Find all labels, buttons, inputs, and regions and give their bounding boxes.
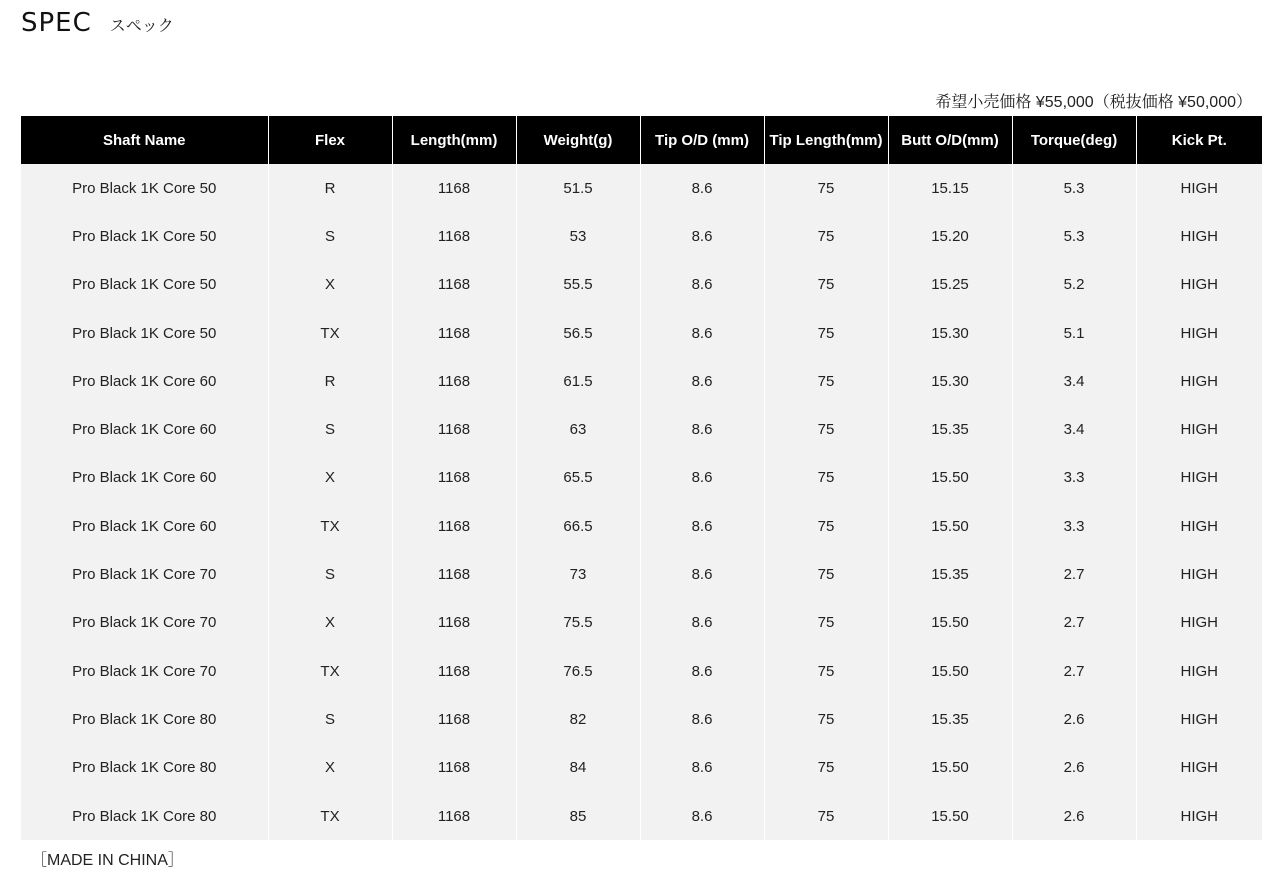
cell-tip-od: 8.6: [640, 647, 764, 695]
cell-butt-od: 15.50: [888, 744, 1012, 792]
cell-shaft-name: Pro Black 1K Core 80: [21, 695, 268, 743]
header-weight: Weight(g): [516, 116, 640, 164]
cell-weight: 55.5: [516, 261, 640, 309]
header-tip-od: Tip O/D (mm): [640, 116, 764, 164]
cell-torque: 2.6: [1012, 792, 1136, 840]
cell-butt-od: 15.30: [888, 309, 1012, 357]
table-row: [21, 599, 1262, 647]
cell-flex: X: [268, 454, 392, 502]
cell-butt-od: 15.50: [888, 647, 1012, 695]
table-row: [21, 212, 1262, 260]
cell-weight: 82: [516, 695, 640, 743]
cell-weight: 85: [516, 792, 640, 840]
cell-tip-length: 75: [764, 261, 888, 309]
cell-weight: 66.5: [516, 502, 640, 550]
cell-shaft-name: Pro Black 1K Core 70: [21, 647, 268, 695]
cell-butt-od: 15.25: [888, 261, 1012, 309]
cell-butt-od: 15.50: [888, 792, 1012, 840]
table-row: [21, 502, 1262, 550]
cell-shaft-name: Pro Black 1K Core 50: [21, 212, 268, 260]
cell-torque: 2.6: [1012, 744, 1136, 792]
cell-weight: 84: [516, 744, 640, 792]
cell-tip-od: 8.6: [640, 599, 764, 647]
header-length: Length(mm): [392, 116, 516, 164]
cell-kick-point: HIGH: [1136, 405, 1262, 453]
spec-table: [21, 116, 1262, 840]
table-row: [21, 405, 1262, 453]
cell-shaft-name: Pro Black 1K Core 60: [21, 454, 268, 502]
table-row: [21, 647, 1262, 695]
cell-butt-od: 15.20: [888, 212, 1012, 260]
cell-butt-od: 15.35: [888, 405, 1012, 453]
cell-kick-point: HIGH: [1136, 599, 1262, 647]
cell-tip-od: 8.6: [640, 357, 764, 405]
table-row: [21, 454, 1262, 502]
cell-weight: 65.5: [516, 454, 640, 502]
cell-shaft-name: Pro Black 1K Core 70: [21, 550, 268, 598]
cell-weight: 76.5: [516, 647, 640, 695]
table-row: [21, 164, 1262, 212]
cell-flex: TX: [268, 502, 392, 550]
cell-torque: 3.3: [1012, 502, 1136, 550]
cell-flex: TX: [268, 309, 392, 357]
cell-kick-point: HIGH: [1136, 792, 1262, 840]
cell-flex: S: [268, 695, 392, 743]
cell-length: 1168: [392, 212, 516, 260]
cell-tip-od: 8.6: [640, 744, 764, 792]
cell-flex: X: [268, 744, 392, 792]
cell-tip-od: 8.6: [640, 309, 764, 357]
cell-tip-length: 75: [764, 164, 888, 212]
cell-shaft-name: Pro Black 1K Core 70: [21, 599, 268, 647]
cell-length: 1168: [392, 309, 516, 357]
cell-kick-point: HIGH: [1136, 164, 1262, 212]
cell-butt-od: 15.35: [888, 695, 1012, 743]
cell-weight: 63: [516, 405, 640, 453]
cell-butt-od: 15.50: [888, 454, 1012, 502]
cell-butt-od: 15.50: [888, 599, 1012, 647]
cell-shaft-name: Pro Black 1K Core 80: [21, 744, 268, 792]
cell-tip-length: 75: [764, 454, 888, 502]
cell-length: 1168: [392, 599, 516, 647]
cell-flex: X: [268, 261, 392, 309]
cell-length: 1168: [392, 502, 516, 550]
table-row: [21, 695, 1262, 743]
cell-kick-point: HIGH: [1136, 357, 1262, 405]
header-torque: Torque(deg): [1012, 116, 1136, 164]
cell-tip-od: 8.6: [640, 695, 764, 743]
header-kick-point: Kick Pt.: [1136, 116, 1262, 164]
cell-length: 1168: [392, 695, 516, 743]
cell-kick-point: HIGH: [1136, 454, 1262, 502]
cell-tip-length: 75: [764, 212, 888, 260]
header-tip-length: Tip Length(mm): [764, 116, 888, 164]
cell-tip-length: 75: [764, 357, 888, 405]
origin-note: ［MADE IN CHINA］: [31, 852, 184, 869]
cell-torque: 2.7: [1012, 599, 1136, 647]
cell-kick-point: HIGH: [1136, 695, 1262, 743]
cell-tip-od: 8.6: [640, 261, 764, 309]
cell-flex: S: [268, 212, 392, 260]
cell-tip-length: 75: [764, 599, 888, 647]
cell-tip-length: 75: [764, 309, 888, 357]
cell-flex: TX: [268, 792, 392, 840]
cell-weight: 75.5: [516, 599, 640, 647]
cell-length: 1168: [392, 454, 516, 502]
cell-torque: 5.2: [1012, 261, 1136, 309]
cell-flex: S: [268, 550, 392, 598]
cell-length: 1168: [392, 550, 516, 598]
header-shaft-name: Shaft Name: [21, 116, 268, 164]
cell-tip-length: 75: [764, 550, 888, 598]
cell-kick-point: HIGH: [1136, 212, 1262, 260]
cell-shaft-name: Pro Black 1K Core 60: [21, 405, 268, 453]
table-row: [21, 261, 1262, 309]
cell-tip-od: 8.6: [640, 502, 764, 550]
cell-torque: 2.7: [1012, 550, 1136, 598]
cell-weight: 73: [516, 550, 640, 598]
cell-tip-length: 75: [764, 405, 888, 453]
header-flex: Flex: [268, 116, 392, 164]
cell-tip-od: 8.6: [640, 164, 764, 212]
cell-length: 1168: [392, 405, 516, 453]
cell-length: 1168: [392, 792, 516, 840]
cell-weight: 51.5: [516, 164, 640, 212]
cell-length: 1168: [392, 164, 516, 212]
table-row: [21, 357, 1262, 405]
cell-kick-point: HIGH: [1136, 261, 1262, 309]
cell-length: 1168: [392, 261, 516, 309]
cell-tip-length: 75: [764, 695, 888, 743]
cell-flex: S: [268, 405, 392, 453]
cell-weight: 61.5: [516, 357, 640, 405]
cell-butt-od: 15.35: [888, 550, 1012, 598]
cell-tip-od: 8.6: [640, 405, 764, 453]
cell-torque: 5.1: [1012, 309, 1136, 357]
cell-shaft-name: Pro Black 1K Core 80: [21, 792, 268, 840]
cell-weight: 56.5: [516, 309, 640, 357]
cell-weight: 53: [516, 212, 640, 260]
cell-torque: 3.3: [1012, 454, 1136, 502]
cell-torque: 2.7: [1012, 647, 1136, 695]
cell-torque: 3.4: [1012, 405, 1136, 453]
cell-flex: R: [268, 357, 392, 405]
cell-kick-point: HIGH: [1136, 647, 1262, 695]
cell-torque: 3.4: [1012, 357, 1136, 405]
page-title: SPEC: [21, 8, 92, 38]
cell-torque: 5.3: [1012, 212, 1136, 260]
cell-tip-od: 8.6: [640, 550, 764, 598]
cell-torque: 5.3: [1012, 164, 1136, 212]
table-header-row: [21, 116, 1262, 164]
cell-kick-point: HIGH: [1136, 744, 1262, 792]
cell-shaft-name: Pro Black 1K Core 60: [21, 502, 268, 550]
cell-torque: 2.6: [1012, 695, 1136, 743]
cell-shaft-name: Pro Black 1K Core 50: [21, 309, 268, 357]
cell-tip-length: 75: [764, 792, 888, 840]
cell-kick-point: HIGH: [1136, 502, 1262, 550]
table-row: [21, 550, 1262, 598]
cell-butt-od: 15.15: [888, 164, 1012, 212]
spec-heading: [21, 8, 174, 38]
cell-flex: TX: [268, 647, 392, 695]
cell-shaft-name: Pro Black 1K Core 60: [21, 357, 268, 405]
cell-shaft-name: Pro Black 1K Core 50: [21, 164, 268, 212]
page-subtitle: スペック: [109, 16, 174, 35]
cell-flex: X: [268, 599, 392, 647]
cell-tip-od: 8.6: [640, 454, 764, 502]
table-row: [21, 309, 1262, 357]
table-row: [21, 792, 1262, 840]
cell-tip-length: 75: [764, 744, 888, 792]
cell-tip-length: 75: [764, 647, 888, 695]
cell-length: 1168: [392, 647, 516, 695]
cell-butt-od: 15.50: [888, 502, 1012, 550]
cell-tip-od: 8.6: [640, 212, 764, 260]
header-butt-od: Butt O/D(mm): [888, 116, 1012, 164]
cell-kick-point: HIGH: [1136, 550, 1262, 598]
cell-length: 1168: [392, 357, 516, 405]
table-body: [21, 164, 1262, 840]
cell-shaft-name: Pro Black 1K Core 50: [21, 261, 268, 309]
cell-tip-length: 75: [764, 502, 888, 550]
cell-kick-point: HIGH: [1136, 309, 1262, 357]
table-row: [21, 744, 1262, 792]
cell-tip-od: 8.6: [640, 792, 764, 840]
cell-butt-od: 15.30: [888, 357, 1012, 405]
cell-flex: R: [268, 164, 392, 212]
price-note: 希望小売価格 ¥55,000（税抜価格 ¥50,000）: [935, 94, 1252, 111]
cell-length: 1168: [392, 744, 516, 792]
